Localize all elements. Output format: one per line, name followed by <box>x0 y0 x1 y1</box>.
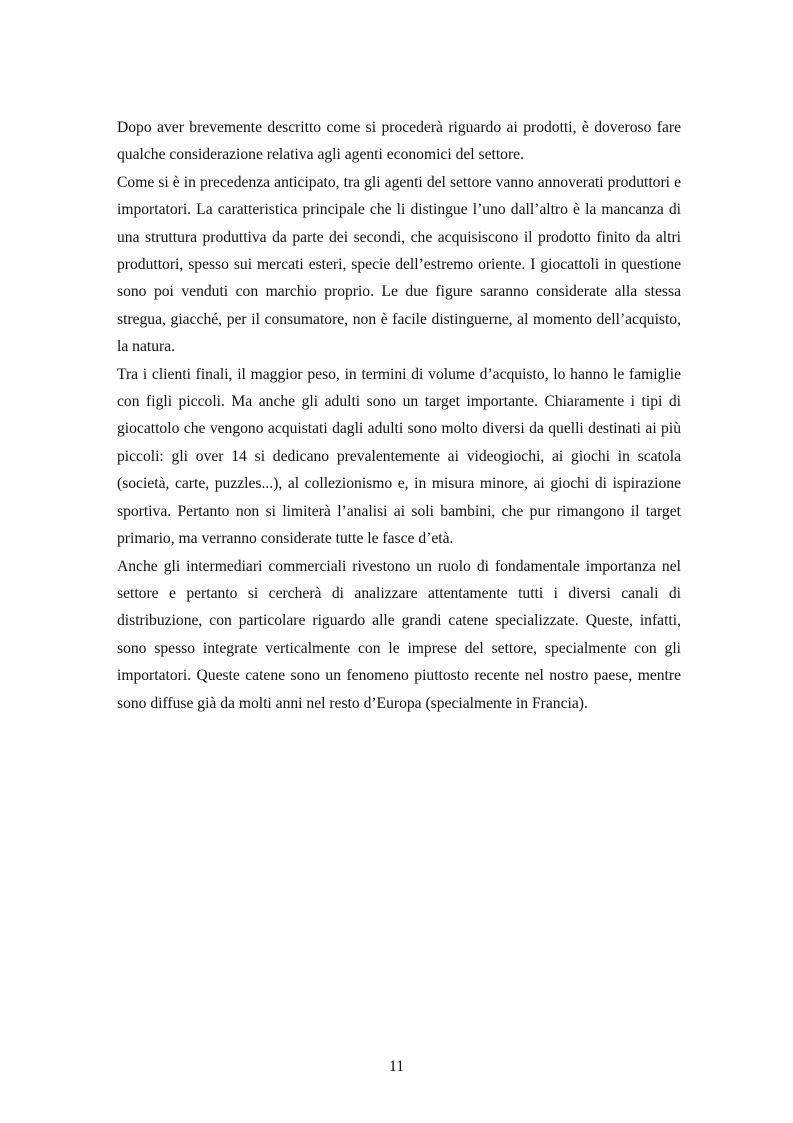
body-text <box>117 114 681 717</box>
paragraph-4: Anche gli intermediari commerciali rivestono un ruolo di fondamentale importanza nel settore e pertanto si cercherà di analizzare attentamente tutti i diversi canali di distribuzione, con particolare riguardo alle grandi catene specializzate. Queste, infatti, sono spesso integrate verticalmente con le imprese del settore, specialmente con gli importatori. Queste catene sono un fenomeno piuttosto recente nel nostro paese, mentre sono diffuse già da molti anni nel resto d’Europa (specialmente in Francia). <box>117 557 681 712</box>
paragraph-1: Dopo aver brevemente descritto come si procederà riguardo ai prodotti, è doveroso fare qualche considerazione relativa agli agenti economici del settore. <box>117 119 681 164</box>
paragraph-2: Come si è in precedenza anticipato, tra gli agenti del settore vanno annoverati produttori e importatori. La caratteristica principale che li distingue l’uno dall’altro è la mancanza di una struttura produttiva da parte dei secondi, che acquisiscono il prodotto finito da altri produttori, spesso sui mercati esteri, specie dell’estremo oriente. I giocattoli in questione sono poi venduti con marchio proprio. Le due figure saranno considerate alla stessa stregua, giacché, per il consumatore, non è facile distinguerne, al momento dell’acquisto, la natura. <box>117 173 681 356</box>
page-number: 11 <box>388 1058 404 1075</box>
paragraph-3: Tra i clienti finali, il maggior peso, in termini di volume d’acquisto, lo hanno le famiglie con figli piccoli. Ma anche gli adulti sono un target importante. Chiaramente i tipi di giocattolo che vengono acquistati dagli adulti sono molto diversi da quelli destinati ai più piccoli: gli over 14 si dedicano prevalentemente ai videogiochi, ai giochi in scatola (società, carte, puzzles...), al collezionismo e, in misura minore, ai giochi di ispirazione sportiva. Pertanto non si limiterà l’analisi ai soli bambini, che pur rimangono il target primario, ma verranno considerate tutte le fasce d’età. <box>117 365 681 548</box>
